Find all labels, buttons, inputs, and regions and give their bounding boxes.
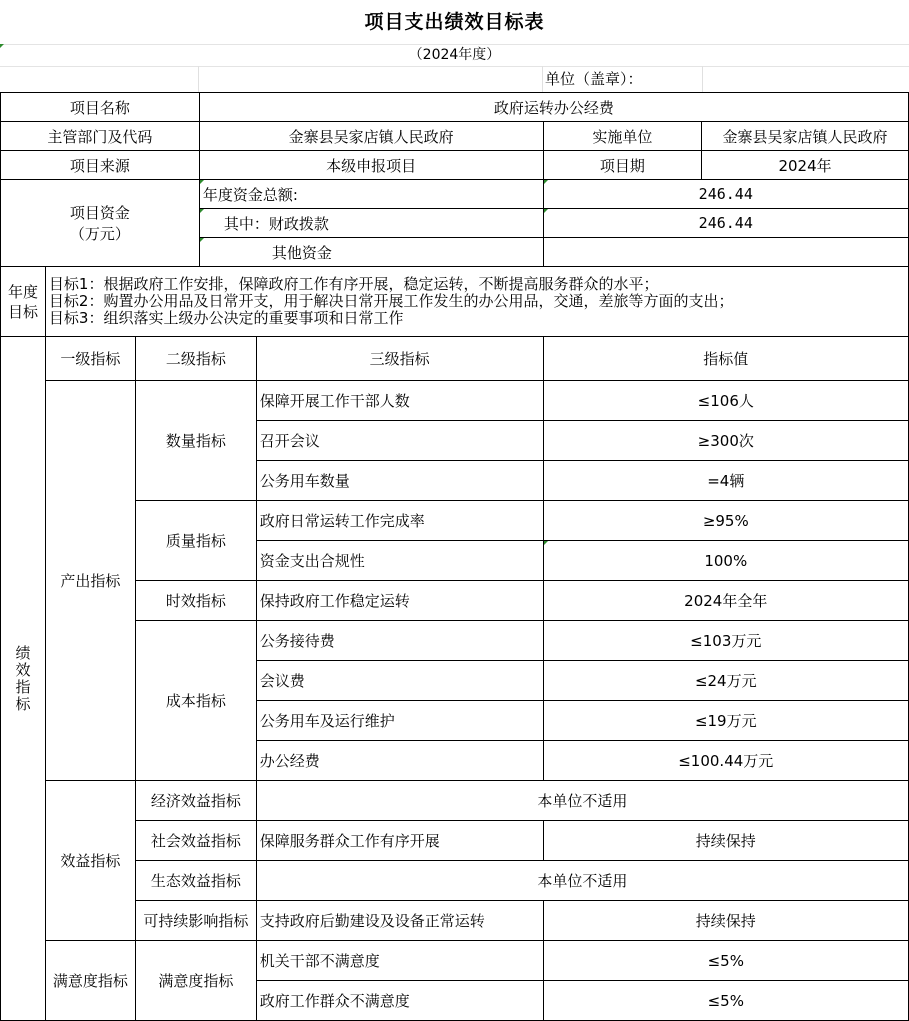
indicators-section-label — [1, 337, 46, 1021]
unit-label: 单位（盖章）： — [545, 70, 643, 88]
indicator-value: ≤5% — [543, 981, 908, 1021]
total-funds-number: 246.44 — [698, 185, 753, 203]
indicator-name: 会议费 — [256, 661, 543, 701]
goal-item: 目标3：组织落实上级办公决定的重要事项和日常工作 — [48, 309, 404, 327]
indicator-value: 本单位不适用 — [256, 861, 908, 901]
indicator-value: 本单位不适用 — [256, 781, 908, 821]
header-level1: 一级指标 — [45, 337, 135, 381]
goals-label: 年度目标 — [1, 267, 46, 337]
indicator-value: ≤24万元 — [543, 661, 908, 701]
indicator-name: 公务用车数量 — [256, 461, 543, 501]
indicator-name: 机关干部不满意度 — [256, 941, 543, 981]
total-funds-value — [543, 180, 908, 209]
indicator-value — [543, 541, 908, 581]
finance-funds-value — [543, 209, 908, 238]
cell-marker — [200, 238, 204, 242]
indicator-value: ≤103万元 — [543, 621, 908, 661]
cell-marker — [0, 44, 4, 48]
indicator-name: 公务接待费 — [256, 621, 543, 661]
impl-label: 实施单位 — [543, 122, 702, 151]
dept-label: 主管部门及代码 — [1, 122, 200, 151]
indicator-value: ≤106人 — [543, 381, 908, 421]
level2-economic: 经济效益指标 — [135, 781, 256, 821]
indicator-value: 2024年全年 — [543, 581, 908, 621]
indicator-name: 资金支出合规性 — [256, 541, 543, 581]
indicator-name: 保持政府工作稳定运转 — [256, 581, 543, 621]
level2-ecological: 生态效益指标 — [135, 861, 256, 901]
other-funds-text: 其他资金 — [271, 243, 332, 262]
indicator-name: 公务用车及运行维护 — [256, 701, 543, 741]
unit-row — [0, 66, 909, 92]
level1-benefit: 效益指标 — [45, 781, 135, 941]
indicator-value: =4辆 — [543, 461, 908, 501]
indicator-value: ≤100.44万元 — [543, 741, 908, 781]
dept-value: 金寨县吴家店镇人民政府 — [199, 122, 543, 151]
total-funds-label — [199, 180, 543, 209]
source-label: 项目来源 — [1, 151, 200, 180]
indicator-name: 办公经费 — [256, 741, 543, 781]
finance-funds-number: 246.44 — [698, 214, 753, 232]
cell-marker — [200, 209, 204, 213]
indicator-name: 保障开展工作干部人数 — [256, 381, 543, 421]
indicator-name: 召开会议 — [256, 421, 543, 461]
goals-content — [45, 267, 908, 337]
finance-funds-label — [199, 209, 543, 238]
header-level3: 三级指标 — [256, 337, 543, 381]
indicators-section-text: 绩效指标 — [13, 644, 32, 713]
project-name-label: 项目名称 — [1, 93, 200, 122]
level2-cost: 成本指标 — [135, 621, 256, 781]
level2-satisfaction: 满意度指标 — [135, 941, 256, 1021]
cell-marker — [544, 180, 548, 184]
indicator-name: 支持政府后勤建设及设备正常运转 — [256, 901, 543, 941]
page-title: 项目支出绩效目标表 — [364, 11, 545, 33]
source-value: 本级申报项目 — [199, 151, 543, 180]
indicator-value-text: 100% — [704, 551, 748, 570]
indicator-value: 持续保持 — [543, 901, 908, 941]
empty-cell — [199, 66, 543, 92]
total-funds-text: 年度资金总额: — [202, 185, 298, 204]
impl-value: 金寨县吴家店镇人民政府 — [702, 122, 909, 151]
empty-cell — [0, 66, 199, 92]
header-level2: 二级指标 — [135, 337, 256, 381]
indicator-value: ≥95% — [543, 501, 908, 541]
level2-quantity: 数量指标 — [135, 381, 256, 501]
indicator-name: 保障服务群众工作有序开展 — [256, 821, 543, 861]
level2-sustainable: 可持续影响指标 — [135, 901, 256, 941]
cell-marker — [544, 209, 548, 213]
other-funds-label — [199, 238, 543, 267]
indicator-name: 政府日常运转工作完成率 — [256, 501, 543, 541]
level1-output: 产出指标 — [45, 381, 135, 781]
funds-label-line2: （万元） — [69, 225, 130, 243]
level2-quality: 质量指标 — [135, 501, 256, 581]
level2-social: 社会效益指标 — [135, 821, 256, 861]
header-value: 指标值 — [543, 337, 908, 381]
cell-marker — [200, 180, 204, 184]
indicator-value: ≥300次 — [543, 421, 908, 461]
funds-label-line1: 项目资金 — [69, 204, 130, 222]
cell-marker — [544, 541, 548, 545]
goal-item: 目标2：购置办公用品及日常开支，用于解决日常开展工作发生的办公用品，交通，差旅等方面的支出； — [48, 292, 734, 310]
indicator-value: ≤19万元 — [543, 701, 908, 741]
project-name-value: 政府运转办公经费 — [199, 93, 908, 122]
year-label: （2024年度） — [408, 47, 501, 63]
performance-table — [0, 92, 909, 1021]
indicator-value: ≤5% — [543, 941, 908, 981]
period-value: 2024年 — [702, 151, 909, 180]
level2-timeliness: 时效指标 — [135, 581, 256, 621]
finance-funds-text: 其中：财政拨款 — [223, 214, 329, 233]
level1-satisfaction: 满意度指标 — [45, 941, 135, 1021]
goal-item: 目标1：根据政府工作安排，保障政府工作有序开展，稳定运转，不断提高服务群众的水平； — [48, 275, 659, 293]
other-funds-value — [543, 238, 908, 267]
funds-label — [1, 180, 200, 267]
period-label: 项目期 — [543, 151, 702, 180]
indicator-name: 政府工作群众不满意度 — [256, 981, 543, 1021]
indicator-value: 持续保持 — [543, 821, 908, 861]
